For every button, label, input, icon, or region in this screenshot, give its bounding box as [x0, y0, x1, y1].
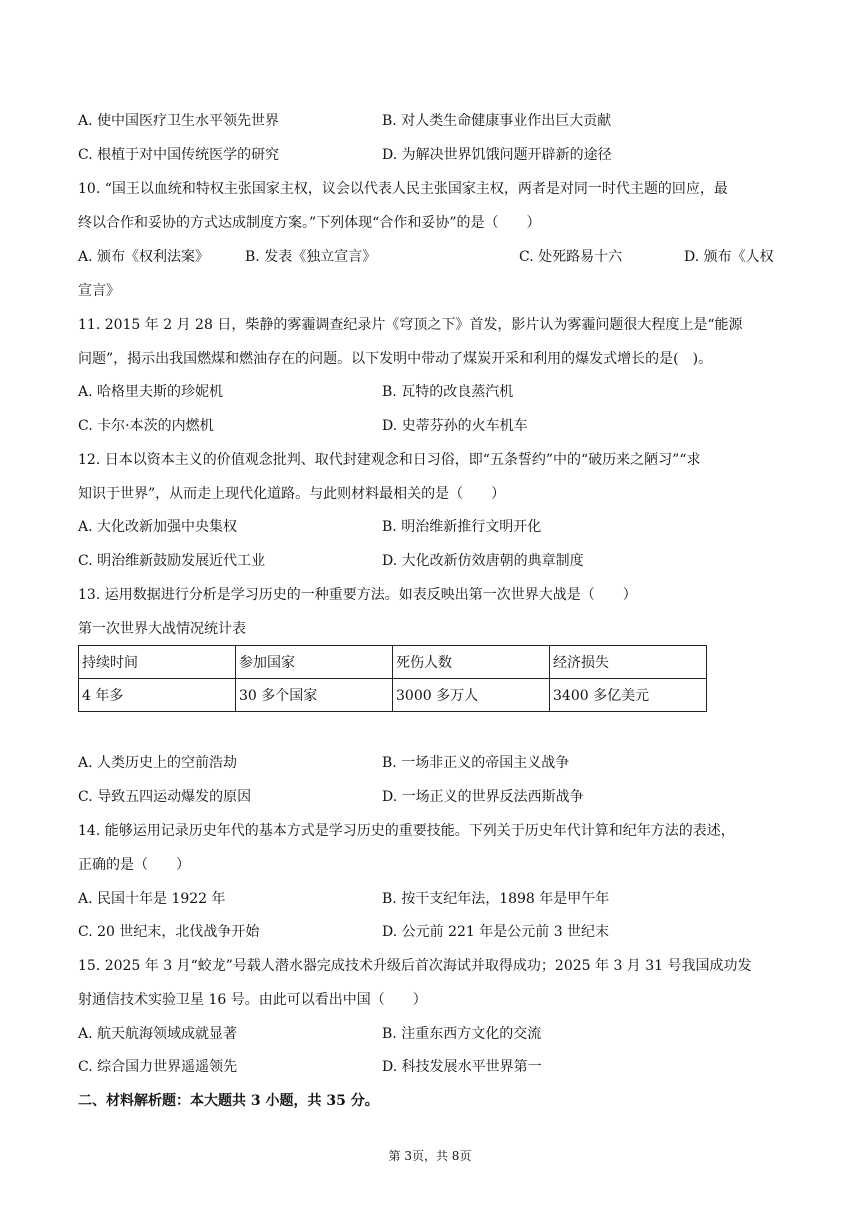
q9-option-c: C. 根植于对中国传统医学的研究: [78, 147, 280, 163]
section-heading: 二、材料解析题：本大题共 3 小题，共 35 分。: [78, 1093, 379, 1109]
q10-stem-line2: 终以合作和妥协的方式达成制度方案。”下列体现“合作和妥协”的是（ ）: [78, 215, 541, 231]
table-row: [79, 679, 707, 712]
q13-option-b: B. 一场非正义的帝国主义战争: [382, 755, 570, 771]
q11-option-c: C. 卡尔·本茨的内燃机: [78, 418, 214, 434]
q14-option-d: D. 公元前 221 年是公元前 3 世纪末: [382, 924, 610, 940]
table-cell: 30 多个国家: [236, 679, 393, 712]
q11-stem-line2: 问题”，揭示出我国燃煤和燃油存在的问题。以下发明中带动了煤炭开采和利用的爆发式增长的是( )。: [78, 351, 713, 367]
q14-option-b: B. 按干支纪年法，1898 年是甲午年: [382, 891, 610, 907]
q11-option-b: B. 瓦特的改良蒸汽机: [382, 384, 514, 400]
q12-stem-line1: 12. 日本以资本主义的价值观念批判、取代封建观念和日习俗，即“五条誓约”中的“破历来之陋习”“求: [78, 452, 701, 468]
q13-option-c: C. 导致五四运动爆发的原因: [78, 789, 252, 805]
q10-option-d: D. 颁布《人权: [684, 249, 774, 265]
table-header-row: [79, 646, 707, 679]
q10-stem-line1: 10. “国王以血统和特权主张国家主权，议会以代表人民主张国家主权，两者是对同一时代主题的回应，最: [78, 181, 728, 197]
q10-option-a: A. 颁布《权利法案》: [78, 249, 210, 265]
q12-option-d: D. 大化改新仿效唐朝的典章制度: [382, 553, 584, 569]
q11-option-d: D. 史蒂芬孙的火车机车: [382, 418, 528, 434]
q15-option-c: C. 综合国力世界遥遥领先: [78, 1059, 238, 1075]
q14-option-c: C. 20 世纪末，北伐战争开始: [78, 924, 260, 940]
q11-stem-line1: 11. 2015 年 2 月 28 日，柴静的雾霾调查纪录片《穹顶之下》首发，影片认为雾霾问题很大程度上是“能源: [78, 317, 743, 333]
q9-option-b: B. 对人类生命健康事业作出巨大贡献: [382, 113, 612, 129]
q13-option-d: D. 一场正义的世界反法西斯战争: [382, 789, 584, 805]
q15-stem-line1: 15. 2025 年 3 月“蛟龙”号载人潜水器完成技术升级后首次海试并取得成功；2025 年 3 月 31 号我国成功发: [78, 958, 752, 974]
page-footer: 第 3页，共 8页: [388, 1149, 472, 1163]
q14-stem-line2: 正确的是（ ）: [78, 857, 190, 873]
table-cell: 3400 多亿美元: [550, 679, 707, 712]
q12-option-b: B. 明治维新推行文明开化: [382, 519, 542, 535]
q15-option-a: A. 航天航海领域成就显著: [78, 1026, 238, 1042]
q10-option-b: B. 发表《独立宣言》: [245, 249, 377, 265]
q14-stem-line1: 14. 能够运用记录历史年代的基本方式是学习历史的重要技能。下列关于历史年代计算和纪年方法的表述，: [78, 823, 735, 839]
q10-option-c: C. 处死路易十六: [519, 249, 623, 265]
q11-option-a: A. 哈格里夫斯的珍妮机: [78, 384, 224, 400]
table-header-cell: 死伤人数: [393, 646, 550, 679]
q13-stem-line1: 13. 运用数据进行分析是学习历史的一种重要方法。如表反映出第一次世界大战是（ ）: [78, 587, 637, 603]
table-header-cell: 参加国家: [236, 646, 393, 679]
q12-stem-line2: 知识于世界”，从而走上现代化道路。与此则材料最相关的是（ ）: [78, 486, 506, 502]
q15-option-d: D. 科技发展水平世界第一: [382, 1059, 542, 1075]
table-header-cell: 持续时间: [79, 646, 236, 679]
ww1-stats-table: [78, 645, 707, 712]
q9-option-a: A. 使中国医疗卫生水平领先世界: [78, 113, 280, 129]
q13-option-a: A. 人类历史上的空前浩劫: [78, 755, 238, 771]
q15-option-b: B. 注重东西方文化的交流: [382, 1026, 542, 1042]
q9-option-d: D. 为解决世界饥饿问题开辟新的途径: [382, 147, 612, 163]
table-header-cell: 经济损失: [550, 646, 707, 679]
q12-option-a: A. 大化改新加强中央集权: [78, 519, 238, 535]
q13-table-title: 第一次世界大战情况统计表: [78, 621, 246, 637]
table-cell: 3000 多万人: [393, 679, 550, 712]
q14-option-a: A. 民国十年是 1922 年: [78, 891, 226, 907]
q12-option-c: C. 明治维新鼓励发展近代工业: [78, 553, 266, 569]
q10-option-d-continued: 宣言》: [78, 283, 120, 299]
q15-stem-line2: 射通信技术实验卫星 16 号。由此可以看出中国（ ）: [78, 992, 427, 1008]
table-cell: 4 年多: [79, 679, 236, 712]
